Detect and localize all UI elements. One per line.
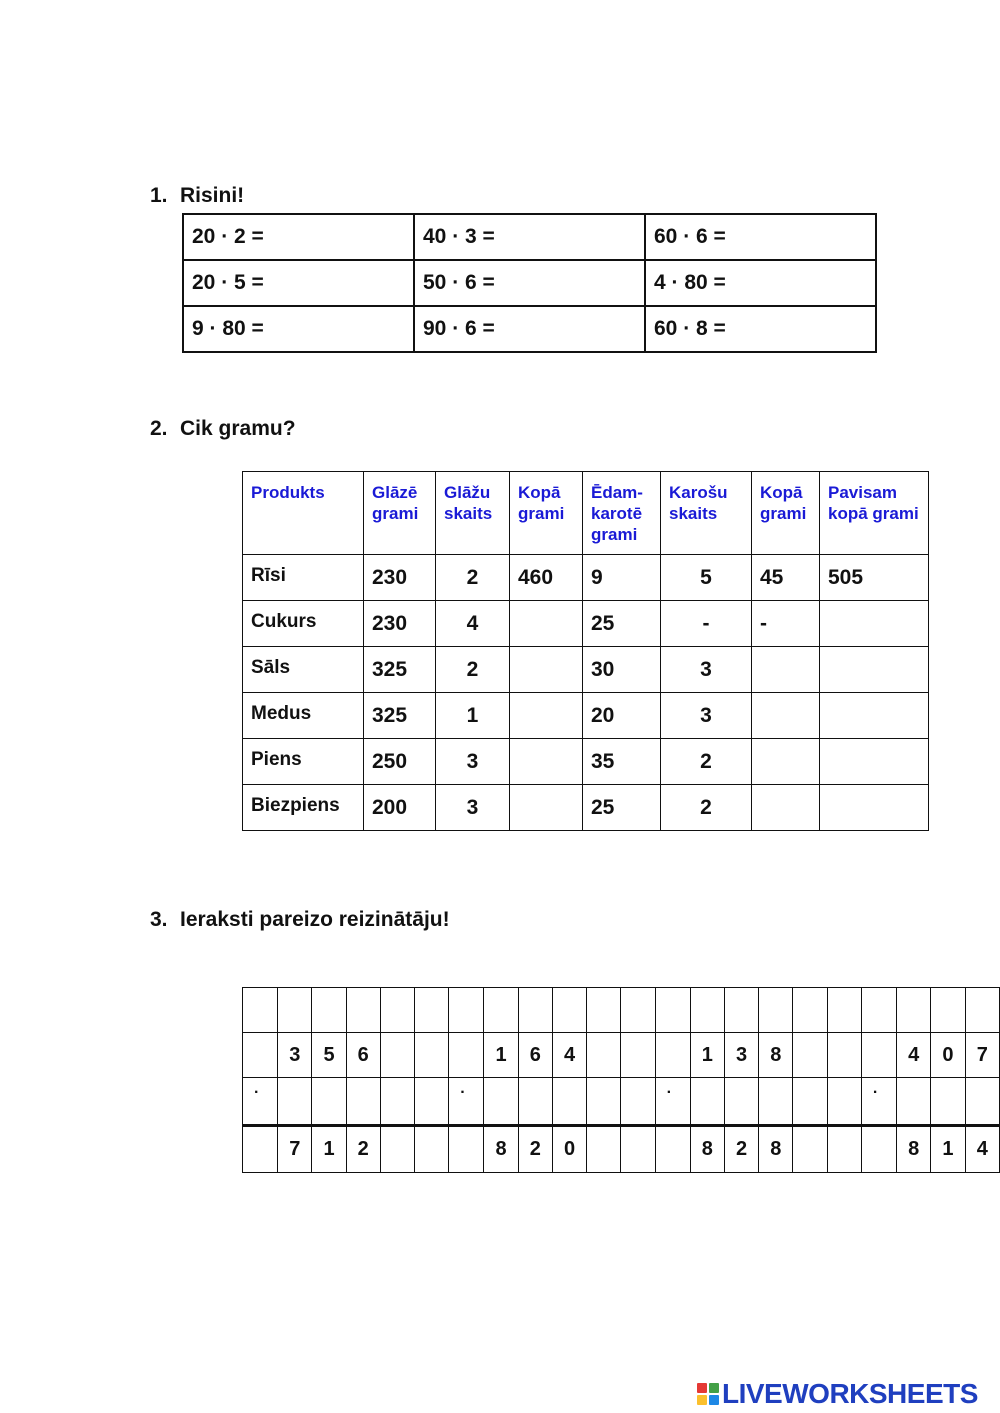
multiply-dot: ·	[243, 1078, 278, 1126]
grid-cell[interactable]	[346, 1078, 380, 1126]
product-name: Biezpiens	[243, 785, 364, 831]
task2-cell[interactable]	[510, 739, 583, 785]
digit-cell: 4	[552, 1033, 586, 1078]
task2-row	[243, 693, 929, 739]
grid-cell	[243, 1033, 278, 1078]
grid-cell	[621, 1126, 655, 1173]
header-glaze-grami: Glāzē grami	[364, 472, 436, 555]
header-pavisam-kopa-grami: Pavisam kopā grami	[820, 472, 929, 555]
header-karosu-skaits: Karošu skaits	[661, 472, 752, 555]
digit-cell: 8	[897, 1126, 931, 1173]
task3-grid-row	[243, 1126, 1000, 1173]
digit-cell: 6	[518, 1033, 552, 1078]
task1-cell[interactable]: 90 · 6 =	[414, 306, 645, 352]
grid-cell	[518, 988, 552, 1033]
product-name: Medus	[243, 693, 364, 739]
task3-heading	[150, 908, 450, 932]
grid-cell[interactable]	[827, 1078, 861, 1126]
digit-cell: 4	[965, 1126, 999, 1173]
digit-cell: 6	[346, 1033, 380, 1078]
task3-grid-row	[243, 1033, 1000, 1078]
task2-cell: 30	[583, 647, 661, 693]
digit-cell: 1	[931, 1126, 965, 1173]
task2-cell: 25	[583, 601, 661, 647]
digit-cell: 7	[965, 1033, 999, 1078]
task2-cell[interactable]	[752, 785, 820, 831]
task2-cell: -	[661, 601, 752, 647]
logo-block	[709, 1383, 719, 1393]
header-glazu-skaits: Glāžu skaits	[436, 472, 510, 555]
grid-cell	[827, 988, 861, 1033]
grid-cell	[965, 988, 999, 1033]
task1-cell[interactable]: 50 · 6 =	[414, 260, 645, 306]
grid-cell	[827, 1033, 861, 1078]
task2-cell: 4	[436, 601, 510, 647]
task3-grid	[242, 987, 1000, 1173]
task2-cell[interactable]: 505	[820, 555, 929, 601]
grid-cell[interactable]	[552, 1078, 586, 1126]
task1-title: Risini!	[180, 184, 245, 207]
multiply-dot: ·	[861, 1078, 896, 1126]
grid-cell	[449, 1033, 484, 1078]
grid-cell	[312, 988, 346, 1033]
task1-cell[interactable]: 9 · 80 =	[183, 306, 414, 352]
grid-cell	[690, 988, 724, 1033]
task2-row	[243, 601, 929, 647]
grid-cell	[380, 988, 414, 1033]
task1-cell[interactable]: 60 · 8 =	[645, 306, 876, 352]
grid-cell	[655, 1126, 690, 1173]
task3-number: 3.	[150, 908, 168, 931]
grid-cell[interactable]	[724, 1078, 758, 1126]
product-name: Piens	[243, 739, 364, 785]
task2-cell: 230	[364, 601, 436, 647]
liveworksheets-logo	[697, 1377, 978, 1411]
task2-cell: 20	[583, 693, 661, 739]
task2-cell[interactable]: 45	[752, 555, 820, 601]
digit-cell: 0	[931, 1033, 965, 1078]
grid-cell[interactable]	[312, 1078, 346, 1126]
task2-cell: 325	[364, 647, 436, 693]
product-name: Cukurs	[243, 601, 364, 647]
task2-cell: 3	[436, 739, 510, 785]
grid-cell	[759, 988, 793, 1033]
header-edamkarote-grami: Ēdam-karotē grami	[583, 472, 661, 555]
grid-cell	[861, 1033, 896, 1078]
grid-cell	[243, 1126, 278, 1173]
task1-number: 1.	[150, 184, 168, 207]
task1-cell[interactable]: 20 · 2 =	[183, 214, 414, 260]
task3-title: Ieraksti pareizo reizinātāju!	[180, 908, 450, 931]
grid-cell	[587, 988, 621, 1033]
grid-cell	[724, 988, 758, 1033]
task2-cell[interactable]: 460	[510, 555, 583, 601]
grid-cell[interactable]	[793, 1078, 827, 1126]
task2-row	[243, 785, 929, 831]
task2-cell: 5	[661, 555, 752, 601]
task2-cell[interactable]	[820, 601, 929, 647]
digit-cell: 7	[278, 1126, 312, 1173]
grid-cell	[552, 988, 586, 1033]
task1-row	[183, 214, 876, 260]
task2-header-row	[243, 472, 929, 555]
logo-text: LIVEWORKSHEETS	[722, 1378, 978, 1409]
task2-cell[interactable]	[752, 647, 820, 693]
task3-grid-row	[243, 988, 1000, 1033]
grid-cell[interactable]	[484, 1078, 518, 1126]
task2-cell[interactable]	[820, 785, 929, 831]
task2-cell[interactable]	[752, 739, 820, 785]
digit-cell: 8	[759, 1126, 793, 1173]
digit-cell: 2	[346, 1126, 380, 1173]
logo-blocks-icon	[697, 1383, 719, 1405]
task2-cell: 9	[583, 555, 661, 601]
task2-row	[243, 739, 929, 785]
task2-heading	[150, 417, 296, 441]
grid-cell	[346, 988, 380, 1033]
grid-cell	[655, 988, 690, 1033]
grid-cell	[587, 1033, 621, 1078]
task2-cell: 35	[583, 739, 661, 785]
grid-cell[interactable]	[380, 1078, 414, 1126]
grid-cell	[793, 988, 827, 1033]
grid-cell	[278, 988, 312, 1033]
grid-cell	[243, 988, 278, 1033]
task1-row	[183, 306, 876, 352]
logo-block	[697, 1383, 707, 1393]
digit-cell: 5	[312, 1033, 346, 1078]
digit-cell: 2	[724, 1126, 758, 1173]
digit-cell: 8	[759, 1033, 793, 1078]
task1-cell[interactable]: 40 · 3 =	[414, 214, 645, 260]
task2-row	[243, 647, 929, 693]
task1-heading	[150, 184, 244, 208]
logo-block	[697, 1395, 707, 1405]
task2-cell[interactable]	[820, 647, 929, 693]
task2-cell[interactable]	[752, 693, 820, 739]
digit-cell: 3	[278, 1033, 312, 1078]
grid-cell[interactable]	[278, 1078, 312, 1126]
digit-cell: 2	[518, 1126, 552, 1173]
task1-cell[interactable]: 4 · 80 =	[645, 260, 876, 306]
task2-cell[interactable]	[510, 785, 583, 831]
multiply-dot: ·	[449, 1078, 484, 1126]
task1-cell[interactable]: 60 · 6 =	[645, 214, 876, 260]
task2-number: 2.	[150, 417, 168, 440]
grid-cell	[861, 988, 896, 1033]
task1-cell[interactable]: 20 · 5 =	[183, 260, 414, 306]
task2-cell: 200	[364, 785, 436, 831]
grid-cell	[415, 1126, 449, 1173]
digit-cell: 8	[484, 1126, 518, 1173]
grid-cell	[793, 1033, 827, 1078]
grid-cell	[449, 1126, 484, 1173]
grid-cell[interactable]	[897, 1078, 931, 1126]
task2-cell: 2	[661, 739, 752, 785]
task2-cell[interactable]	[510, 601, 583, 647]
digit-cell: 1	[690, 1033, 724, 1078]
task2-cell[interactable]	[820, 693, 929, 739]
grid-cell	[827, 1126, 861, 1173]
digit-cell: 1	[484, 1033, 518, 1078]
task2-cell: 2	[436, 555, 510, 601]
grid-cell[interactable]	[931, 1078, 965, 1126]
task2-cell[interactable]	[820, 739, 929, 785]
task2-cell: 3	[661, 647, 752, 693]
header-kopa-grami: Kopā grami	[510, 472, 583, 555]
digit-cell: 4	[897, 1033, 931, 1078]
grid-cell	[587, 1126, 621, 1173]
task2-row	[243, 555, 929, 601]
grid-cell	[621, 1033, 655, 1078]
task2-cell: 2	[436, 647, 510, 693]
grid-cell	[655, 1033, 690, 1078]
multiply-dot: ·	[655, 1078, 690, 1126]
task2-title: Cik gramu?	[180, 417, 296, 440]
task2-cell: 25	[583, 785, 661, 831]
digit-cell: 8	[690, 1126, 724, 1173]
grid-cell	[484, 988, 518, 1033]
grid-cell[interactable]	[587, 1078, 621, 1126]
task2-cell: 2	[661, 785, 752, 831]
task2-cell: 250	[364, 739, 436, 785]
task3-grid-row	[243, 1078, 1000, 1126]
task2-cell[interactable]: -	[752, 601, 820, 647]
task1-row	[183, 260, 876, 306]
grid-cell[interactable]	[690, 1078, 724, 1126]
task2-cell: 1	[436, 693, 510, 739]
grid-cell	[621, 988, 655, 1033]
grid-cell	[861, 1126, 896, 1173]
task2-table	[242, 471, 929, 831]
task2-cell: 325	[364, 693, 436, 739]
task1-grid	[182, 213, 877, 353]
task2-cell[interactable]	[510, 647, 583, 693]
task2-cell: 3	[436, 785, 510, 831]
product-name: Sāls	[243, 647, 364, 693]
task2-cell[interactable]	[510, 693, 583, 739]
logo-block	[709, 1395, 719, 1405]
grid-cell	[449, 988, 484, 1033]
product-name: Rīsi	[243, 555, 364, 601]
grid-cell[interactable]	[518, 1078, 552, 1126]
header-produkts: Produkts	[243, 472, 364, 555]
grid-cell	[415, 1033, 449, 1078]
grid-cell[interactable]	[621, 1078, 655, 1126]
grid-cell	[415, 988, 449, 1033]
grid-cell[interactable]	[965, 1078, 999, 1126]
task2-cell: 3	[661, 693, 752, 739]
digit-cell: 1	[312, 1126, 346, 1173]
task2-cell: 230	[364, 555, 436, 601]
header-kopa-grami-2: Kopā grami	[752, 472, 820, 555]
grid-cell	[380, 1033, 414, 1078]
grid-cell[interactable]	[415, 1078, 449, 1126]
digit-cell: 0	[552, 1126, 586, 1173]
grid-cell	[897, 988, 931, 1033]
grid-cell[interactable]	[759, 1078, 793, 1126]
grid-cell	[793, 1126, 827, 1173]
grid-cell	[931, 988, 965, 1033]
digit-cell: 3	[724, 1033, 758, 1078]
grid-cell	[380, 1126, 414, 1173]
